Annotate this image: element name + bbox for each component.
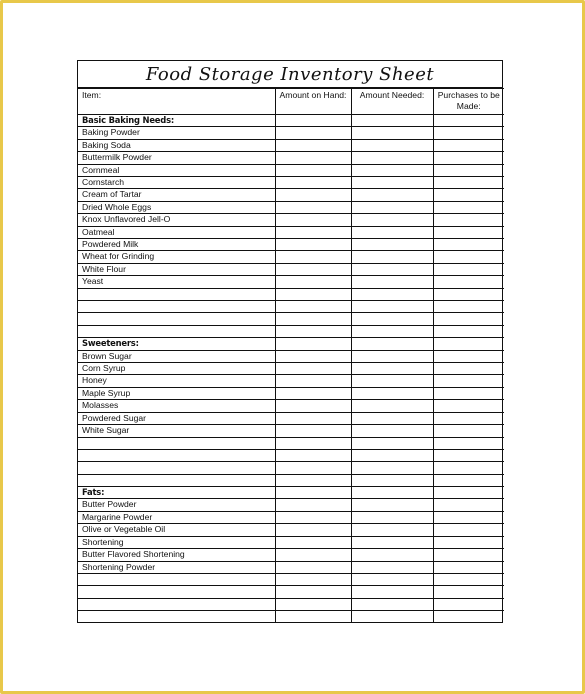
amount-needed-cell[interactable] bbox=[351, 139, 433, 151]
table-row bbox=[78, 276, 504, 288]
amount-needed-cell[interactable] bbox=[351, 573, 433, 585]
item-name: Maple Syrup bbox=[78, 387, 275, 399]
purchases-cell[interactable] bbox=[433, 288, 504, 300]
purchases-cell[interactable] bbox=[433, 177, 504, 189]
blank-row bbox=[78, 462, 504, 474]
item-name: Olive or Vegetable Oil bbox=[78, 524, 275, 536]
amount-on-hand-cell[interactable] bbox=[275, 449, 351, 461]
sheet-title: Food Storage Inventory Sheet bbox=[78, 61, 502, 88]
item-name: White Sugar bbox=[78, 425, 275, 437]
amount-needed-cell[interactable] bbox=[351, 239, 433, 251]
amount-on-hand-cell[interactable] bbox=[275, 177, 351, 189]
table-row bbox=[78, 511, 504, 523]
amount-on-hand-cell[interactable] bbox=[275, 375, 351, 387]
amount-needed-cell[interactable] bbox=[351, 598, 433, 610]
purchases-cell[interactable] bbox=[433, 536, 504, 548]
amount-on-hand-cell[interactable] bbox=[275, 251, 351, 263]
purchases-cell[interactable] bbox=[433, 400, 504, 412]
amount-needed-cell[interactable] bbox=[351, 288, 433, 300]
amount-on-hand-cell[interactable] bbox=[275, 313, 351, 325]
purchases-cell[interactable] bbox=[433, 511, 504, 523]
item-name: Corn Syrup bbox=[78, 363, 275, 375]
blank-row bbox=[78, 611, 504, 623]
table-row bbox=[78, 350, 504, 362]
amount-needed-cell[interactable] bbox=[351, 201, 433, 213]
amount-needed-cell[interactable] bbox=[351, 127, 433, 139]
purchases-cell[interactable] bbox=[433, 115, 504, 127]
amount-needed-cell[interactable] bbox=[351, 511, 433, 523]
item-name: Powdered Milk bbox=[78, 239, 275, 251]
purchases-cell[interactable] bbox=[433, 251, 504, 263]
section-title: Basic Baking Needs: bbox=[78, 115, 275, 127]
blank-row bbox=[78, 598, 504, 610]
amount-on-hand-cell[interactable] bbox=[275, 598, 351, 610]
purchases-cell[interactable] bbox=[433, 573, 504, 585]
amount-needed-cell[interactable] bbox=[351, 313, 433, 325]
purchases-cell[interactable] bbox=[433, 363, 504, 375]
amount-on-hand-cell[interactable] bbox=[275, 350, 351, 362]
amount-needed-cell[interactable] bbox=[351, 611, 433, 623]
purchases-cell[interactable] bbox=[433, 214, 504, 226]
purchases-cell[interactable] bbox=[433, 189, 504, 201]
table-row bbox=[78, 152, 504, 164]
section-title: Fats: bbox=[78, 487, 275, 499]
column-header-amount-needed: Amount Needed: bbox=[351, 89, 433, 115]
item-name: Honey bbox=[78, 375, 275, 387]
item-name: Cornmeal bbox=[78, 164, 275, 176]
item-name-empty[interactable] bbox=[78, 462, 275, 474]
amount-needed-cell[interactable] bbox=[351, 499, 433, 511]
amount-needed-cell[interactable] bbox=[351, 462, 433, 474]
amount-on-hand-cell[interactable] bbox=[275, 524, 351, 536]
amount-needed-cell[interactable] bbox=[351, 561, 433, 573]
table-row bbox=[78, 226, 504, 238]
amount-on-hand-cell[interactable] bbox=[275, 127, 351, 139]
amount-on-hand-cell[interactable] bbox=[275, 152, 351, 164]
amount-on-hand-cell[interactable] bbox=[275, 139, 351, 151]
purchases-cell[interactable] bbox=[433, 201, 504, 213]
item-name: Powdered Sugar bbox=[78, 412, 275, 424]
item-name: Shortening Powder bbox=[78, 561, 275, 573]
table-row bbox=[78, 189, 504, 201]
purchases-cell[interactable] bbox=[433, 301, 504, 313]
table-row bbox=[78, 251, 504, 263]
item-name: Shortening bbox=[78, 536, 275, 548]
purchases-cell[interactable] bbox=[433, 387, 504, 399]
purchases-cell[interactable] bbox=[433, 611, 504, 623]
purchases-cell[interactable] bbox=[433, 239, 504, 251]
amount-needed-cell[interactable] bbox=[351, 487, 433, 499]
blank-row bbox=[78, 437, 504, 449]
amount-needed-cell[interactable] bbox=[351, 524, 433, 536]
table-row bbox=[78, 387, 504, 399]
item-name: Baking Powder bbox=[78, 127, 275, 139]
section-title: Sweeteners: bbox=[78, 338, 275, 350]
column-header-item: Item: bbox=[78, 89, 275, 115]
purchases-cell[interactable] bbox=[433, 561, 504, 573]
amount-on-hand-cell[interactable] bbox=[275, 338, 351, 350]
item-name-empty[interactable] bbox=[78, 586, 275, 598]
item-name: Molasses bbox=[78, 400, 275, 412]
blank-row bbox=[78, 586, 504, 598]
amount-on-hand-cell[interactable] bbox=[275, 164, 351, 176]
amount-needed-cell[interactable] bbox=[351, 586, 433, 598]
amount-on-hand-cell[interactable] bbox=[275, 115, 351, 127]
amount-needed-cell[interactable] bbox=[351, 412, 433, 424]
column-header-amount-on-hand: Amount on Hand: bbox=[275, 89, 351, 115]
purchases-cell[interactable] bbox=[433, 425, 504, 437]
amount-on-hand-cell[interactable] bbox=[275, 226, 351, 238]
inventory-sheet bbox=[77, 60, 503, 623]
item-name: Yeast bbox=[78, 276, 275, 288]
amount-on-hand-cell[interactable] bbox=[275, 239, 351, 251]
amount-needed-cell[interactable] bbox=[351, 152, 433, 164]
table-row bbox=[78, 177, 504, 189]
amount-on-hand-cell[interactable] bbox=[275, 276, 351, 288]
table-row bbox=[78, 363, 504, 375]
amount-needed-cell[interactable] bbox=[351, 338, 433, 350]
item-name-empty[interactable] bbox=[78, 598, 275, 610]
item-name-empty[interactable] bbox=[78, 573, 275, 585]
amount-on-hand-cell[interactable] bbox=[275, 536, 351, 548]
table-row bbox=[78, 400, 504, 412]
amount-on-hand-cell[interactable] bbox=[275, 325, 351, 337]
amount-on-hand-cell[interactable] bbox=[275, 511, 351, 523]
amount-on-hand-cell[interactable] bbox=[275, 189, 351, 201]
purchases-cell[interactable] bbox=[433, 474, 504, 486]
item-name-empty[interactable] bbox=[78, 313, 275, 325]
blank-row bbox=[78, 325, 504, 337]
purchases-cell[interactable] bbox=[433, 350, 504, 362]
table-row bbox=[78, 375, 504, 387]
table-row bbox=[78, 164, 504, 176]
purchases-cell[interactable] bbox=[433, 586, 504, 598]
amount-needed-cell[interactable] bbox=[351, 301, 433, 313]
purchases-cell[interactable] bbox=[433, 325, 504, 337]
amount-needed-cell[interactable] bbox=[351, 115, 433, 127]
blank-row bbox=[78, 301, 504, 313]
purchases-cell[interactable] bbox=[433, 598, 504, 610]
item-name-empty[interactable] bbox=[78, 301, 275, 313]
purchases-cell[interactable] bbox=[433, 437, 504, 449]
table-row bbox=[78, 139, 504, 151]
amount-on-hand-cell[interactable] bbox=[275, 586, 351, 598]
section-header-row bbox=[78, 487, 504, 499]
item-name: Oatmeal bbox=[78, 226, 275, 238]
table-row bbox=[78, 536, 504, 548]
section-header-row bbox=[78, 338, 504, 350]
purchases-cell[interactable] bbox=[433, 375, 504, 387]
purchases-cell[interactable] bbox=[433, 449, 504, 461]
item-name-empty[interactable] bbox=[78, 325, 275, 337]
amount-needed-cell[interactable] bbox=[351, 325, 433, 337]
amount-on-hand-cell[interactable] bbox=[275, 363, 351, 375]
amount-needed-cell[interactable] bbox=[351, 449, 433, 461]
table-row bbox=[78, 499, 504, 511]
column-header-purchases: Purchases to be Made: bbox=[433, 89, 504, 115]
amount-needed-cell[interactable] bbox=[351, 251, 433, 263]
item-name: Knox Unflavored Jell-O bbox=[78, 214, 275, 226]
amount-on-hand-cell[interactable] bbox=[275, 387, 351, 399]
amount-on-hand-cell[interactable] bbox=[275, 201, 351, 213]
blank-row bbox=[78, 288, 504, 300]
item-name: Butter Powder bbox=[78, 499, 275, 511]
item-name-empty[interactable] bbox=[78, 288, 275, 300]
amount-needed-cell[interactable] bbox=[351, 400, 433, 412]
table-row bbox=[78, 263, 504, 275]
purchases-cell[interactable] bbox=[433, 313, 504, 325]
purchases-cell[interactable] bbox=[433, 164, 504, 176]
table-row bbox=[78, 425, 504, 437]
table-row bbox=[78, 214, 504, 226]
purchases-cell[interactable] bbox=[433, 499, 504, 511]
purchases-cell[interactable] bbox=[433, 338, 504, 350]
amount-on-hand-cell[interactable] bbox=[275, 611, 351, 623]
amount-on-hand-cell[interactable] bbox=[275, 549, 351, 561]
item-name: Wheat for Grinding bbox=[78, 251, 275, 263]
inventory-rows bbox=[78, 115, 504, 623]
amount-on-hand-cell[interactable] bbox=[275, 487, 351, 499]
item-name: Dried Whole Eggs bbox=[78, 201, 275, 213]
amount-needed-cell[interactable] bbox=[351, 214, 433, 226]
item-name: Butter Flavored Shortening bbox=[78, 549, 275, 561]
item-name: White Flour bbox=[78, 263, 275, 275]
amount-needed-cell[interactable] bbox=[351, 437, 433, 449]
purchases-cell[interactable] bbox=[433, 127, 504, 139]
amount-needed-cell[interactable] bbox=[351, 164, 433, 176]
amount-needed-cell[interactable] bbox=[351, 549, 433, 561]
amount-on-hand-cell[interactable] bbox=[275, 400, 351, 412]
section-header-row bbox=[78, 115, 504, 127]
amount-needed-cell[interactable] bbox=[351, 363, 433, 375]
amount-needed-cell[interactable] bbox=[351, 177, 433, 189]
amount-needed-cell[interactable] bbox=[351, 263, 433, 275]
purchases-cell[interactable] bbox=[433, 226, 504, 238]
purchases-cell[interactable] bbox=[433, 412, 504, 424]
amount-on-hand-cell[interactable] bbox=[275, 561, 351, 573]
amount-on-hand-cell[interactable] bbox=[275, 412, 351, 424]
amount-on-hand-cell[interactable] bbox=[275, 214, 351, 226]
table-row bbox=[78, 561, 504, 573]
blank-row bbox=[78, 474, 504, 486]
purchases-cell[interactable] bbox=[433, 276, 504, 288]
table-row bbox=[78, 524, 504, 536]
amount-needed-cell[interactable] bbox=[351, 425, 433, 437]
amount-needed-cell[interactable] bbox=[351, 375, 433, 387]
amount-needed-cell[interactable] bbox=[351, 474, 433, 486]
item-name: Baking Soda bbox=[78, 139, 275, 151]
amount-needed-cell[interactable] bbox=[351, 387, 433, 399]
table-row bbox=[78, 549, 504, 561]
table-row bbox=[78, 127, 504, 139]
table-row bbox=[78, 239, 504, 251]
amount-needed-cell[interactable] bbox=[351, 189, 433, 201]
item-name: Buttermilk Powder bbox=[78, 152, 275, 164]
amount-on-hand-cell[interactable] bbox=[275, 263, 351, 275]
amount-needed-cell[interactable] bbox=[351, 350, 433, 362]
item-name: Cornstarch bbox=[78, 177, 275, 189]
header-row bbox=[78, 89, 504, 115]
purchases-cell[interactable] bbox=[433, 139, 504, 151]
purchases-cell[interactable] bbox=[433, 487, 504, 499]
item-name: Cream of Tartar bbox=[78, 189, 275, 201]
table-row bbox=[78, 412, 504, 424]
purchases-cell[interactable] bbox=[433, 549, 504, 561]
inventory-table bbox=[78, 88, 504, 622]
amount-on-hand-cell[interactable] bbox=[275, 288, 351, 300]
amount-on-hand-cell[interactable] bbox=[275, 301, 351, 313]
amount-on-hand-cell[interactable] bbox=[275, 573, 351, 585]
item-name: Brown Sugar bbox=[78, 350, 275, 362]
purchases-cell[interactable] bbox=[433, 263, 504, 275]
purchases-cell[interactable] bbox=[433, 524, 504, 536]
purchases-cell[interactable] bbox=[433, 152, 504, 164]
purchases-cell[interactable] bbox=[433, 462, 504, 474]
item-name: Margarine Powder bbox=[78, 511, 275, 523]
table-row bbox=[78, 201, 504, 213]
amount-on-hand-cell[interactable] bbox=[275, 499, 351, 511]
item-name-empty[interactable] bbox=[78, 474, 275, 486]
item-name-empty[interactable] bbox=[78, 437, 275, 449]
amount-on-hand-cell[interactable] bbox=[275, 462, 351, 474]
amount-needed-cell[interactable] bbox=[351, 226, 433, 238]
item-name-empty[interactable] bbox=[78, 611, 275, 623]
amount-needed-cell[interactable] bbox=[351, 536, 433, 548]
item-name-empty[interactable] bbox=[78, 449, 275, 461]
blank-row bbox=[78, 573, 504, 585]
blank-row bbox=[78, 313, 504, 325]
blank-row bbox=[78, 449, 504, 461]
amount-on-hand-cell[interactable] bbox=[275, 437, 351, 449]
amount-needed-cell[interactable] bbox=[351, 276, 433, 288]
amount-on-hand-cell[interactable] bbox=[275, 474, 351, 486]
amount-on-hand-cell[interactable] bbox=[275, 425, 351, 437]
